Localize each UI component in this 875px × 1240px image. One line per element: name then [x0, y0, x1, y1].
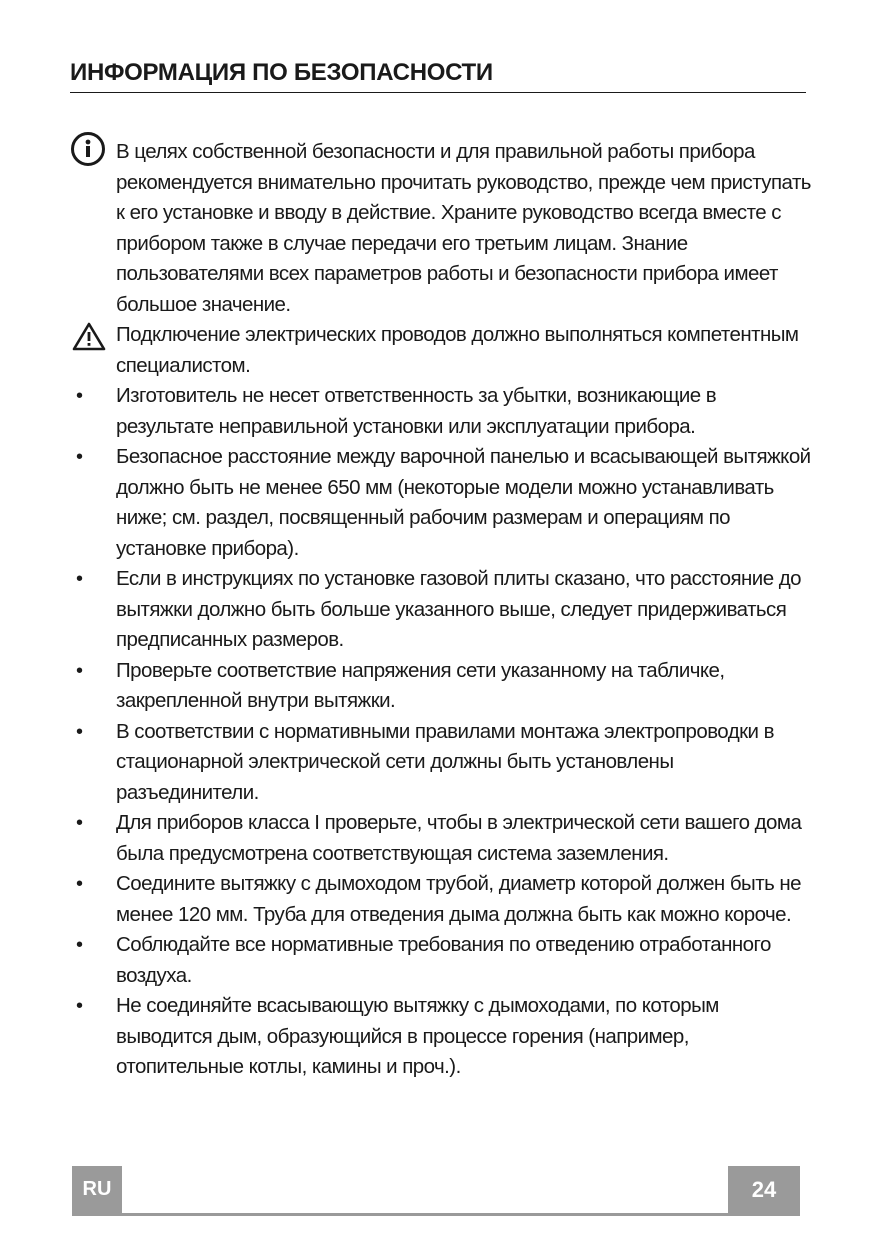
warning-text: Подключение электрических проводов должно выполняться компетентным специалистом. [116, 323, 799, 377]
bullet-marker: • [76, 934, 83, 956]
bullet-marker: • [76, 720, 83, 743]
bullet-marker: • [76, 873, 83, 895]
footer-rule [72, 1213, 800, 1216]
safety-content [70, 137, 816, 1083]
page-number: 24 [728, 1166, 800, 1213]
bullet-item [70, 442, 816, 564]
page-title: ИНФОРМАЦИЯ ПО БЕЗОПАСНОСТИ [70, 58, 806, 93]
bullet-text: Соблюдайте все нормативные требования по отведению отработанного воздуха. [116, 933, 771, 987]
safety-bullet-list [70, 381, 816, 1083]
bullet-item [70, 991, 816, 1083]
language-badge: RU [72, 1166, 122, 1213]
bullet-text: Проверьте соответствие напряжения сети указанному на табличке, закрепленной внутри вытяжки. [116, 658, 725, 712]
bullet-marker: • [76, 995, 83, 1017]
bullet-marker: • [76, 812, 83, 834]
bullet-item [70, 564, 816, 656]
bullet-marker: • [76, 385, 83, 407]
bullet-item [70, 869, 816, 930]
bullet-marker: • [76, 568, 83, 590]
bullet-item [70, 930, 816, 991]
bullet-text: Если в инструкциях по установке газовой плиты сказано, что расстояние до вытяжки должно быть больше указанного выше, следует придерживаться предписанных размеров. [116, 567, 801, 651]
bullet-item [70, 381, 816, 442]
bullet-marker: • [76, 446, 83, 468]
bullet-text: Не соединяйте всасывающую вытяжку с дымоходами, по которым выводится дым, образующийся в процессе горения (например, отопительные котлы, камины и проч.). [116, 994, 719, 1078]
bullet-text: В соответствии с нормативными правилами монтажа электропроводки в стационарной электрической сети должны быть установлены разъединители. [116, 719, 774, 804]
info-paragraph [70, 137, 816, 320]
bullet-text: Соедините вытяжку с дымоходом трубой, диаметр которой должен быть не менее 120 мм. Труба для отведения дыма должна быть как можно короче. [116, 872, 801, 926]
info-icon [70, 131, 106, 167]
bullet-text: Изготовитель не несет ответственность за убытки, возникающие в результате неправильной установки или эксплуатации прибора. [116, 384, 717, 438]
bullet-item [70, 717, 816, 809]
warning-triangle-icon [72, 321, 106, 351]
info-text: В целях собственной безопасности и для правильной работы прибора рекомендуется внимательно прочитать руководство, прежде чем приступать к его установке и вводу в действие. Храните руководство всегда вместе с прибором также в случае передачи его третьим лицам. Знание пользователями всех параметров работы и безопасности прибора имеет большое значение. [116, 140, 811, 316]
bullet-item [70, 656, 816, 717]
page-footer [72, 1166, 800, 1216]
warning-paragraph [70, 320, 816, 381]
bullet-text: Безопасное расстояние между варочной панелью и всасывающей вытяжкой должно быть не менее 650 мм (некоторые модели можно устанавливать ниже; см. раздел, посвященный рабочим размерам и операциям по установке прибора). [116, 445, 811, 560]
bullet-marker: • [76, 659, 83, 682]
bullet-text: Для приборов класса I проверьте, чтобы в электрической сети вашего дома была предусмотрена соответствующая система заземления. [116, 811, 802, 865]
bullet-item [70, 808, 816, 869]
